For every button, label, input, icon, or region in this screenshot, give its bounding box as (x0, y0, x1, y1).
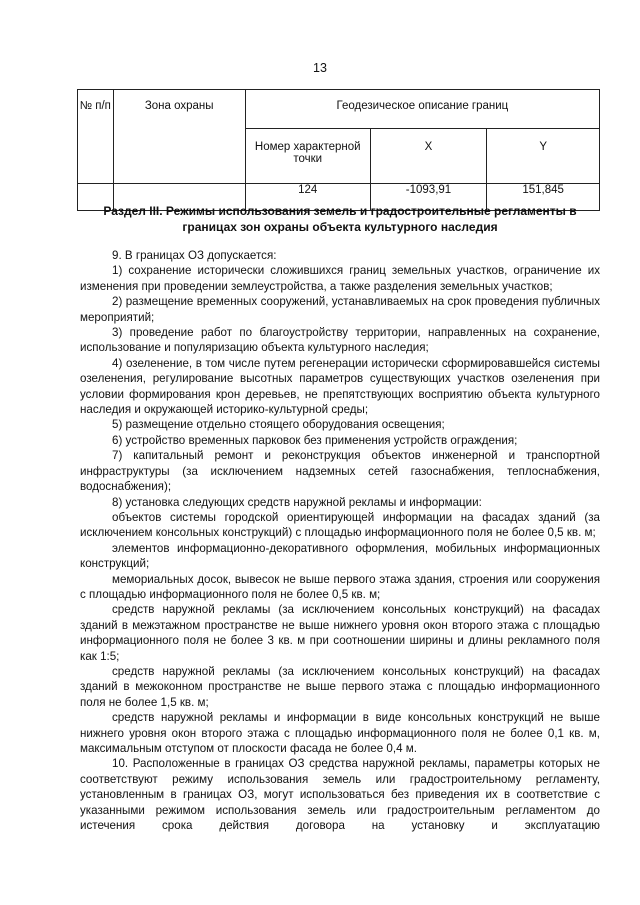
paragraph: 7) капитальный ремонт и реконструкция объектов инженерной и транспортной инфраструктуры (за исключением надземных сетей газоснабжения, теплоснабжения, водоснабжения); (80, 449, 600, 494)
paragraph: средств наружной рекламы (за исключением консольных конструкций) на фасадах зданий в межоконном пространстве не выше первого этажа с площадью информационного поля не более 1,5 кв. м; (80, 664, 600, 709)
header-y: Y (487, 129, 600, 184)
cell-y: 151,845 (487, 184, 600, 211)
coordinates-table (77, 89, 600, 211)
paragraph: 8) установка следующих средств наружной рекламы и информации: (112, 495, 482, 509)
cell-x: -1093,91 (370, 184, 487, 211)
paragraph: 10. Расположенные в границах ОЗ средства наружной рекламы, параметры которых не соответствуют режиму использования земель или градостроительному регламенту, установленным в границах ОЗ, могут использоваться без приведения их в соответствие с указанными режимом использования земель или градостроительным регламентом до истечения срока действия договора на установку и эксплуатацию (80, 757, 600, 833)
paragraph: средств наружной рекламы и информации в виде консольных конструкций не выше нижнего уровня окон второго этажа с площадью информационного поля не более 0,1 кв. м, максимальным отступом от плоскости фасада не более 0,4 м. (80, 711, 600, 755)
header-x: X (370, 129, 487, 184)
header-num: № п/п (78, 90, 114, 184)
section-heading: Раздел III. Режимы использования земель и градостроительные регламенты в границах зон охраны объекта культурного наследия (103, 204, 577, 234)
paragraph: средств наружной рекламы (за исключением консольных конструкций) на фасадах зданий в межэтажном пространстве не выше нижнего уровня окон второго этажа с площадью информационного поля не более 3 кв. м при соотношении ширины и длины рекламного поля как 1:5; (80, 603, 600, 663)
paragraph: 3) проведение работ по благоустройству территории, направленных на сохранение, использование и популяризацию объекта культурного наследия; (80, 326, 600, 355)
paragraph: 4) озеленение, в том числе путем регенерации исторически сформировавшейся системы озеленения, регулирование высотных параметров существующих участков озеленения при условии формирования крон деревьев, не препятствующих восприятию объекта культурного наследия и окружающей историко-культурной среды; (80, 356, 600, 417)
paragraph: элементов информационно-декоративного оформления, мобильных информационных конструкций; (80, 541, 600, 571)
paragraph: 2) размещение временных сооружений, устанавливаемых на срок проведения публичных мероприятий; (80, 295, 600, 324)
paragraph: 1) сохранение исторически сложившихся границ земельных участков, ограничение их изменения при проведении землеустройства, а также разделения земельных участков; (80, 264, 600, 293)
paragraph: мемориальных досок, вывесок не выше первого этажа здания, строения или сооружения с площадью информационного поля не более 0,5 кв. м; (80, 572, 600, 601)
cell-point: 124 (245, 184, 370, 211)
page-number: 13 (313, 61, 327, 75)
header-point-number: Номер характерной точки (245, 129, 370, 184)
header-zone: Зона охраны (113, 90, 245, 184)
paragraph: 6) устройство временных парковок без применения устройств ограждения; (112, 433, 518, 447)
paragraph: объектов системы городской ориентирующей информации на фасадах зданий (за исключением консольных конструкций) с площадью информационного поля не более 0,5 кв. м; (80, 510, 600, 540)
paragraph: 9. В границах ОЗ допускается: (112, 249, 277, 262)
header-geodesic: Геодезическое описание границ (245, 90, 599, 129)
body-text (80, 248, 600, 833)
paragraph: 5) размещение отдельно стоящего оборудования освещения; (112, 418, 445, 432)
